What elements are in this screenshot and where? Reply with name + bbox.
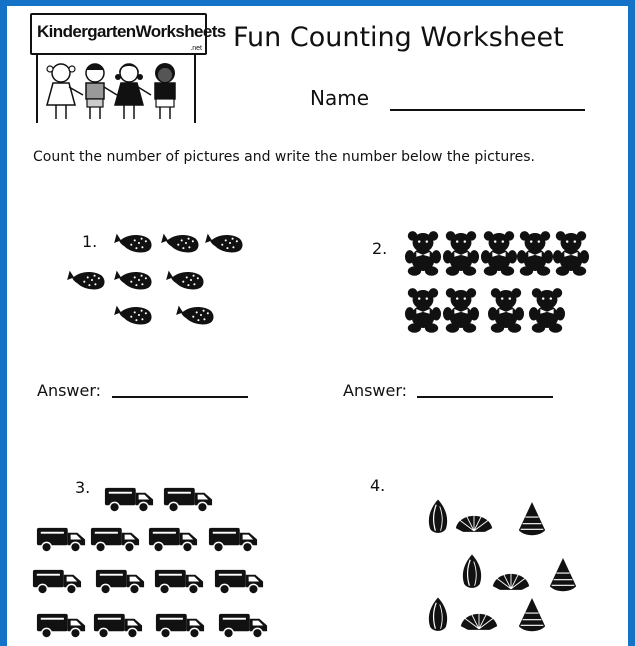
teddy-bear-icon	[404, 284, 442, 336]
seashell-conch-icon	[459, 551, 485, 591]
question-2-number: 2.	[372, 239, 388, 258]
logo-sign	[30, 13, 226, 55]
teddy-bear-icon	[480, 227, 518, 279]
truck-icon	[31, 566, 83, 595]
logo-suffix: .net	[190, 45, 202, 52]
question-2-answer-line[interactable]	[417, 396, 553, 398]
teddy-bear-icon	[404, 227, 442, 279]
name-input-line[interactable]	[390, 109, 585, 111]
teddy-bear-icon	[442, 284, 480, 336]
whale-icon	[63, 268, 109, 292]
whale-icon	[172, 303, 218, 327]
teddy-bear-icon	[552, 227, 590, 279]
name-label: Name	[310, 86, 370, 110]
teddy-bear-icon	[516, 227, 554, 279]
whale-icon	[110, 303, 156, 327]
seashell-scallop-icon	[454, 506, 494, 534]
truck-icon	[35, 524, 87, 553]
seashell-conch-icon	[425, 594, 451, 634]
seashell-cone-icon	[516, 596, 548, 634]
teddy-bear-icon	[528, 284, 566, 336]
truck-icon	[94, 566, 146, 595]
truck-icon	[35, 610, 87, 639]
question-4-number: 4.	[370, 476, 386, 495]
truck-icon	[147, 524, 199, 553]
truck-icon	[154, 610, 206, 639]
worksheet-page	[7, 6, 628, 646]
truck-icon	[213, 566, 265, 595]
question-3-number: 3.	[75, 478, 91, 497]
seashell-cone-icon	[547, 556, 579, 594]
instructions: Count the number of pictures and write the number below the pictures.	[33, 149, 536, 165]
truck-icon	[89, 524, 141, 553]
whale-icon	[201, 231, 247, 255]
seashell-cone-icon	[516, 500, 548, 538]
truck-icon	[207, 524, 259, 553]
question-2-answer-label: Answer:	[343, 381, 408, 400]
whale-icon	[162, 268, 208, 292]
truck-icon	[92, 610, 144, 639]
logo-text-a: Kindergarten	[37, 22, 136, 41]
seashell-scallop-icon	[459, 604, 499, 632]
whale-icon	[110, 268, 156, 292]
whale-icon	[157, 231, 203, 255]
truck-icon	[162, 484, 214, 513]
question-1-answer-label: Answer:	[37, 381, 102, 400]
teddy-bear-icon	[487, 284, 525, 336]
question-1-answer-line[interactable]	[112, 396, 248, 398]
question-1-number: 1.	[82, 232, 98, 251]
truck-icon	[103, 484, 155, 513]
truck-icon	[217, 610, 269, 639]
teddy-bear-icon	[442, 227, 480, 279]
whale-icon	[110, 231, 156, 255]
seashell-conch-icon	[425, 496, 451, 536]
site-logo[interactable]	[30, 13, 226, 125]
logo-text	[37, 22, 226, 42]
truck-icon	[153, 566, 205, 595]
worksheet-title: Fun Counting Worksheet	[233, 22, 564, 53]
seashell-scallop-icon	[491, 564, 531, 592]
logo-text-b: Worksheets	[135, 22, 226, 41]
kids-holding-hands-icon	[35, 53, 200, 125]
